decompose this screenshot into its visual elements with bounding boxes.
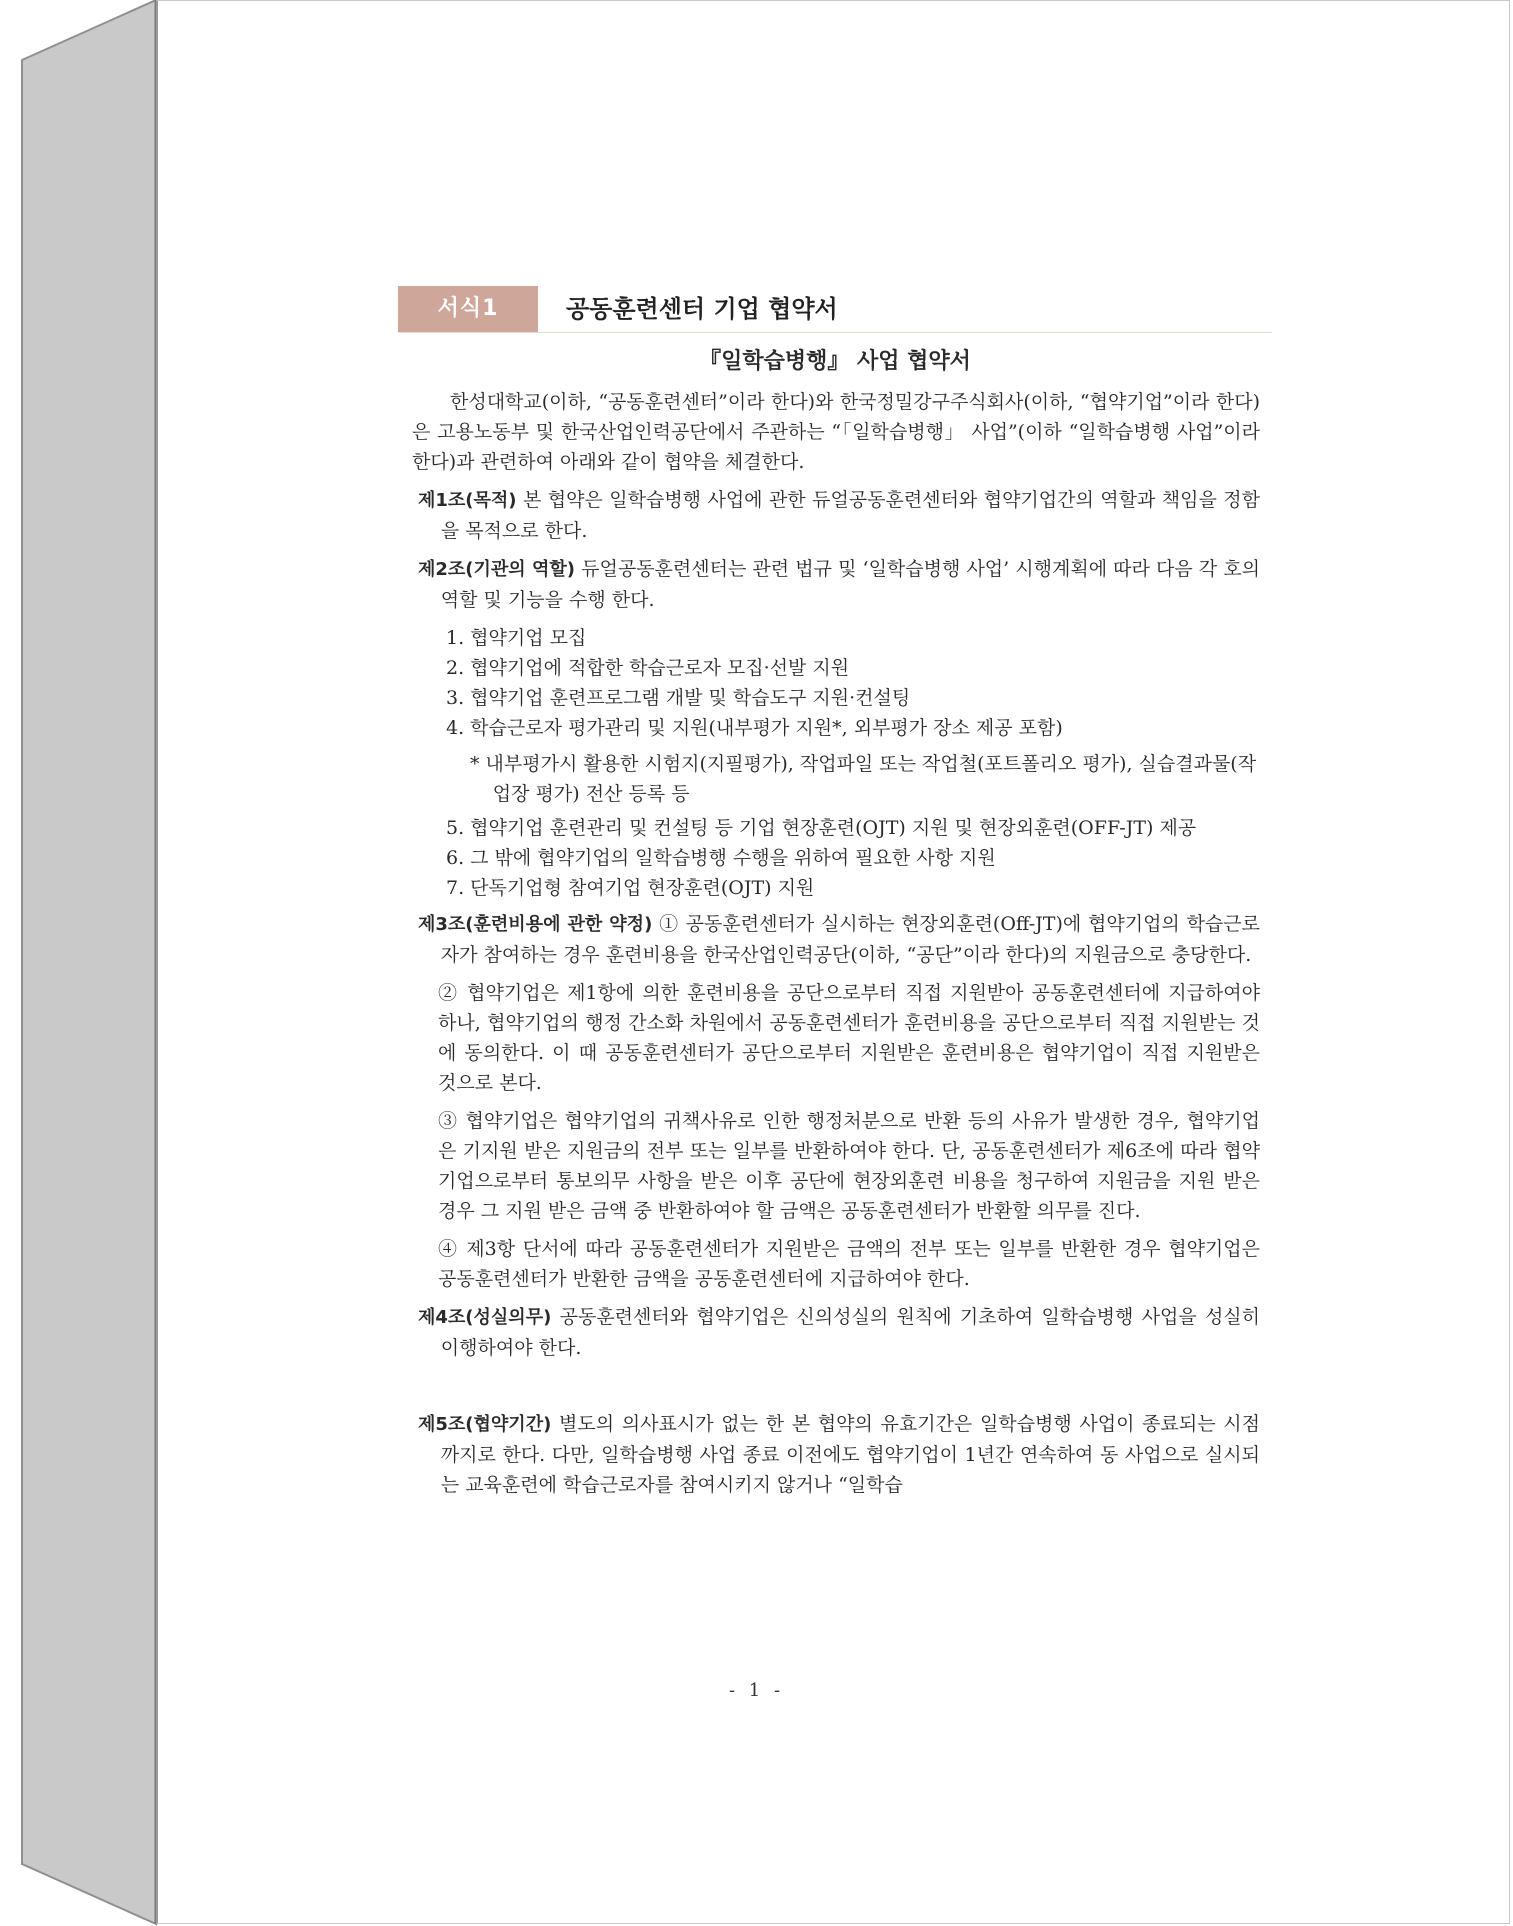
form-badge: 서식1	[398, 286, 538, 332]
article-3-paragraph-1: ① 공동훈련센터가 실시하는 현장외훈련(Off-JT)에 협약기업의 학습근로자가 참여하는 경우 훈련비용을 한국산업인력공단(이하, “공단”이라 한다)의 지원금으로 충당한다.	[440, 913, 1260, 966]
article-3	[418, 909, 1260, 970]
list-item: 2. 협약기업에 적합한 학습근로자 모집·선발 지원	[446, 657, 850, 679]
document-title: 『일학습병행』 사업 협약서	[699, 349, 971, 374]
article-3-paragraph-3: ③ 협약기업은 협약기업의 귀책사유로 인한 행정처분으로 반환 등의 사유가 발생한 경우, 협약기업은 기지원 받은 지원금의 전부 또는 일부를 반환하여야 한다. 단, 공동훈련센터가 제6조에 따라 협약기업으로부터 통보의무 사항을 받은 이후 공단에 현장외훈련 비용을 청구하여 지원금을 지원 받은 경우 그 지원 받은 금액 중 반환하여야 할 금액은 공동훈련센터가 반환할 의무를 진다.	[438, 1110, 1260, 1222]
article-5	[418, 1409, 1260, 1500]
article-2	[418, 554, 1260, 615]
article-1-text: 본 협약은 일학습병행 사업에 관한 듀얼공동훈련센터와 협약기업간의 역할과 책임을 정함을 목적으로 한다.	[440, 489, 1260, 542]
article-1	[418, 485, 1260, 546]
article-3-heading: 제3조(훈련비용에 관한 약정)	[418, 914, 653, 935]
list-item: 5. 협약기업 훈련관리 및 컨설팅 등 기업 현장훈련(OJT) 지원 및 현장외훈련(OFF-JT) 제공	[446, 817, 1197, 839]
form-header	[398, 286, 1272, 333]
article-5-text: 별도의 의사표시가 없는 한 본 협약의 유효기간은 일학습병행 사업이 종료되는 시점까지로 한다. 다만, 일학습병행 사업 종료 이전에도 협약기업이 1년간 연속하여 동 사업으로 실시되는 교육훈련에 학습근로자를 참여시키지 않거나 “일학습	[440, 1413, 1260, 1496]
form-title: 공동훈련센터 기업 협약서	[566, 295, 838, 323]
article-2-text: 듀얼공동훈련센터는 관련 법규 및 ‘일학습병행 사업’ 시행계획에 따라 다음 각 호의 역할 및 기능을 수행 한다.	[440, 558, 1260, 611]
intro-paragraph: 한성대학교(이하, “공동훈련센터”이라 한다)와 한국정밀강구주식회사(이하, “협약기업”이라 한다)은 고용노동부 및 한국산업인력공단에서 주관하는 “「일학습병행」 사업”(이하 “일학습병행 사업”이라 한다)과 관련하여 아래와 같이 협약을 체결한다.	[412, 391, 1260, 473]
article-4-text: 공동훈련센터와 협약기업은 신의성실의 원칙에 기초하여 일학습병행 사업을 성실히 이행하여야 한다.	[440, 1306, 1261, 1359]
list-item: 7. 단독기업형 참여기업 현장훈련(OJT) 지원	[446, 877, 815, 899]
list-item: 1. 협약기업 모집	[446, 627, 587, 649]
article-2-list-continued	[446, 813, 1260, 903]
list-item: 3. 협약기업 훈련프로그램 개발 및 학습도구 지원·컨설팅	[446, 687, 911, 709]
article-4	[418, 1302, 1260, 1363]
article-2-list	[446, 623, 1260, 743]
article-2-note: * 내부평가시 활용한 시험지(지필평가), 작업파일 또는 작업철(포트폴리오 평가), 실습결과물(작업장 평가) 전산 등록 등	[470, 753, 1257, 805]
article-3-paragraph-4: ④ 제3항 단서에 따라 공동훈련센터가 지원받은 금액의 전부 또는 일부를 반환한 경우 협약기업은 공동훈련센터가 반환한 금액을 공동훈련센터에 지급하여야 한다.	[438, 1238, 1260, 1290]
page-number: - 1 -	[728, 1680, 785, 1701]
article-5-heading: 제5조(협약기간)	[418, 1414, 552, 1435]
article-2-heading: 제2조(기관의 역할)	[418, 559, 576, 580]
document-body	[398, 286, 1272, 1508]
article-1-heading: 제1조(목적)	[418, 490, 517, 511]
list-item: 6. 그 밖에 협약기업의 일학습병행 수행을 위하여 필요한 사항 지원	[446, 847, 996, 869]
article-3-paragraph-2: ② 협약기업은 제1항에 의한 훈련비용을 공단으로부터 직접 지원받아 공동훈련센터에 지급하여야 하나, 협약기업의 행정 간소화 차원에서 공동훈련센터가 훈련비용을 공단으로부터 직접 지원받는 것에 동의한다. 이 때 공동훈련센터가 공단으로부터 지원받은 훈련비용은 협약기업이 직접 지원받은 것으로 본다.	[438, 982, 1260, 1094]
list-item: 4. 학습근로자 평가관리 및 지원(내부평가 지원*, 외부평가 장소 제공 포함)	[446, 717, 1063, 739]
article-4-heading: 제4조(성실의무)	[418, 1307, 552, 1328]
